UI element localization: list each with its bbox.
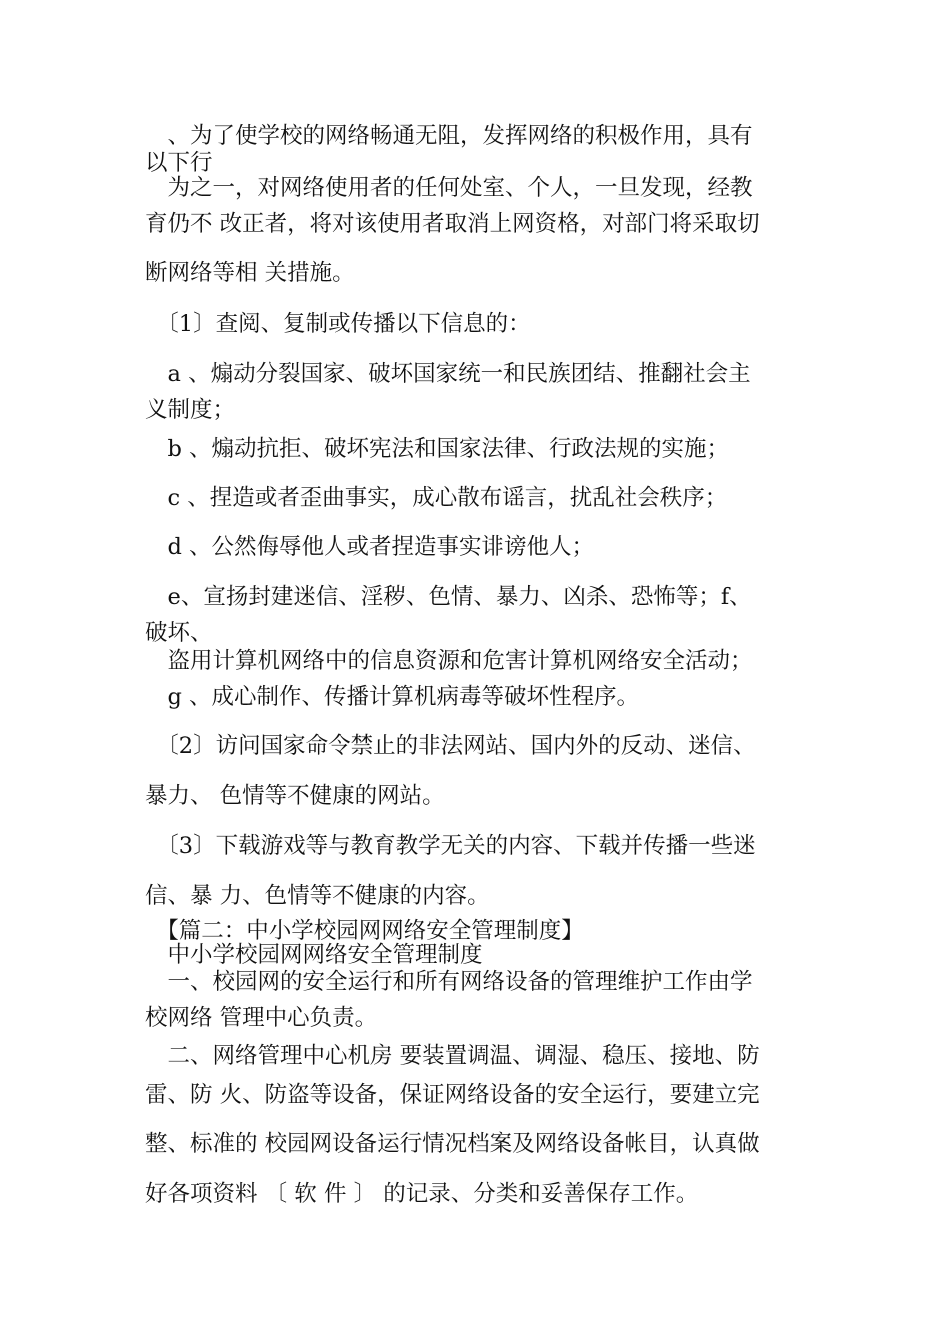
text-line: 〔3〕下载游戏等与教育教学无关的内容、下载并传播一些迷: [145, 833, 756, 859]
text-line: 暴力、 色情等不健康的网站。: [145, 783, 445, 809]
text-line: 盗用计算机网络中的信息资源和危害计算机网络安全活动；: [145, 648, 753, 674]
text-line: 雷、防 火、防盗等设备，保证网络设备的安全运行，要建立完: [145, 1082, 760, 1108]
text-line: 、为了使学校的网络畅通无阻，发挥网络的积极作用，具有: [145, 123, 753, 149]
text-line: 为之一，对网络使用者的任何处室、个人，一旦发现，经教: [145, 175, 753, 201]
text-line: 〔2〕访问国家命令禁止的非法网站、国内外的反动、迷信、: [145, 733, 756, 759]
text-line: 以下行: [145, 150, 213, 176]
text-line: 破坏、: [145, 620, 213, 646]
text-line: e、宣扬封建迷信、淫秽、色情、暴力、凶杀、恐怖等；f、: [145, 584, 752, 610]
text-line: a 、煽动分裂国家、破坏国家统一和民族团结、推翻社会主: [145, 361, 751, 387]
text-line: g 、成心制作、传播计算机病毒等破坏性程序。: [145, 684, 640, 710]
text-line: 断网络等相 关措施。: [145, 260, 355, 286]
text-line: 二、网络管理中心机房 要装置调温、调湿、稳压、接地、防: [145, 1043, 760, 1069]
text-line: 好各项资料 〔 软 件 〕 的记录、分类和妥善保存工作。: [145, 1181, 699, 1207]
text-line: 义制度；: [145, 397, 236, 423]
text-line: 育仍不 改正者，将对该使用者取消上网资格，对部门将采取切: [145, 211, 760, 237]
text-line: 〔1〕查阅、复制或传播以下信息的：: [145, 311, 531, 337]
text-line: c 、捏造或者歪曲事实，成心散布谣言，扰乱社会秩序；: [145, 485, 728, 511]
text-line: 校网络 管理中心负责。: [145, 1005, 378, 1031]
text-line: b 、煽动抗拒、破坏宪法和国家法律、行政法规的实施；: [145, 436, 730, 462]
text-line: 一、校园网的安全运行和所有网络设备的管理维护工作由学: [145, 969, 753, 995]
text-line: 信、暴 力、色情等不健康的内容。: [145, 883, 490, 909]
text-line: d 、公然侮辱他人或者捏造事实诽谤他人；: [145, 534, 595, 560]
text-line: 整、标准的 校园网设备运行情况档案及网络设备帐目，认真做: [145, 1131, 760, 1157]
text-line: 中小学校园网网络安全管理制度: [145, 942, 483, 968]
text-line: 【篇二：中小学校园网网络安全管理制度】: [145, 918, 584, 944]
